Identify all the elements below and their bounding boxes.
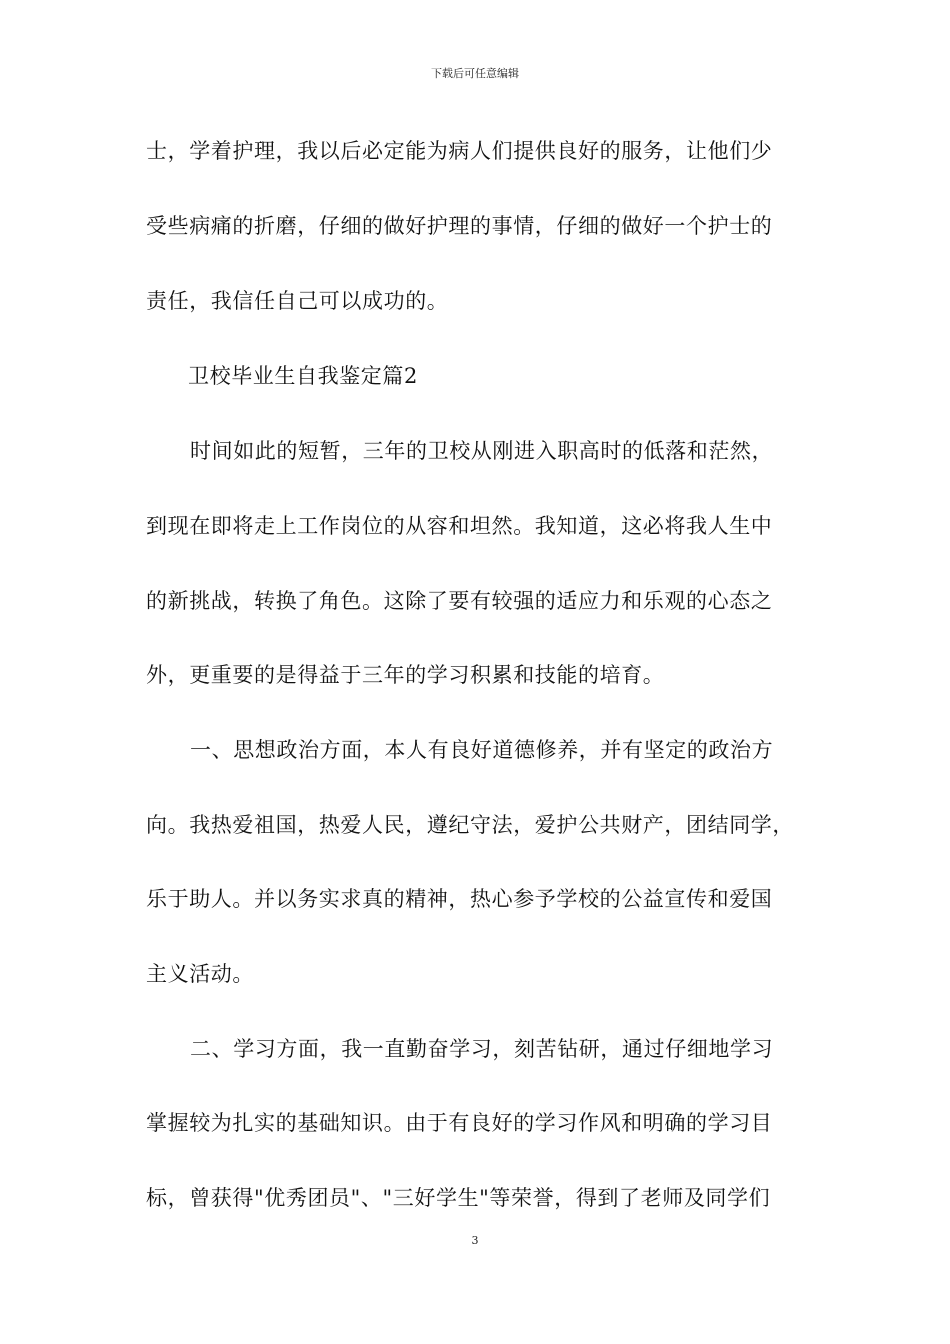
body-text-line: 时间如此的短暂，三年的卫校从刚进入职高时的低落和茫然， bbox=[190, 439, 774, 463]
section-heading: 卫校毕业生自我鉴定篇2 bbox=[188, 364, 418, 388]
body-text-line: 受些病痛的折磨，仔细的做好护理的事情，仔细的做好一个护士的 bbox=[146, 214, 773, 238]
body-text-line: 标，曾获得"优秀团员"、"三好学生"等荣誉，得到了老师及同学们 bbox=[146, 1186, 771, 1210]
body-text-line: 外，更重要的是得益于三年的学习积累和技能的培育。 bbox=[146, 663, 665, 687]
body-text-line: 的新挑战，转换了角色。这除了要有较强的适应力和乐观的心态之 bbox=[146, 589, 773, 613]
body-text-line: 乐于助人。并以务实求真的精神，热心参予学校的公益宣传和爱国 bbox=[146, 887, 773, 911]
body-text-line: 主义活动。 bbox=[146, 962, 254, 986]
body-text-line: 士，学着护理，我以后必定能为病人们提供良好的服务，让他们少 bbox=[146, 139, 773, 163]
body-text-line: 责任，我信任自己可以成功的。 bbox=[146, 289, 449, 313]
page-header: 下载后可任意编辑 bbox=[431, 67, 519, 80]
body-text-line: 掌握较为扎实的基础知识。由于有良好的学习作风和明确的学习目 bbox=[146, 1111, 773, 1135]
body-text-line: 向。我热爱祖国，热爱人民，遵纪守法，爱护公共财产，团结同学， bbox=[146, 813, 794, 837]
body-text-line: 到现在即将走上工作岗位的从容和坦然。我知道，这必将我人生中 bbox=[146, 514, 773, 538]
page-number: 3 bbox=[471, 1234, 479, 1247]
body-text-line: 二、学习方面，我一直勤奋学习，刻苦钻研，通过仔细地学习 bbox=[190, 1037, 774, 1061]
body-text-line: 一、思想政治方面，本人有良好道德修养，并有坚定的政治方 bbox=[190, 738, 774, 762]
